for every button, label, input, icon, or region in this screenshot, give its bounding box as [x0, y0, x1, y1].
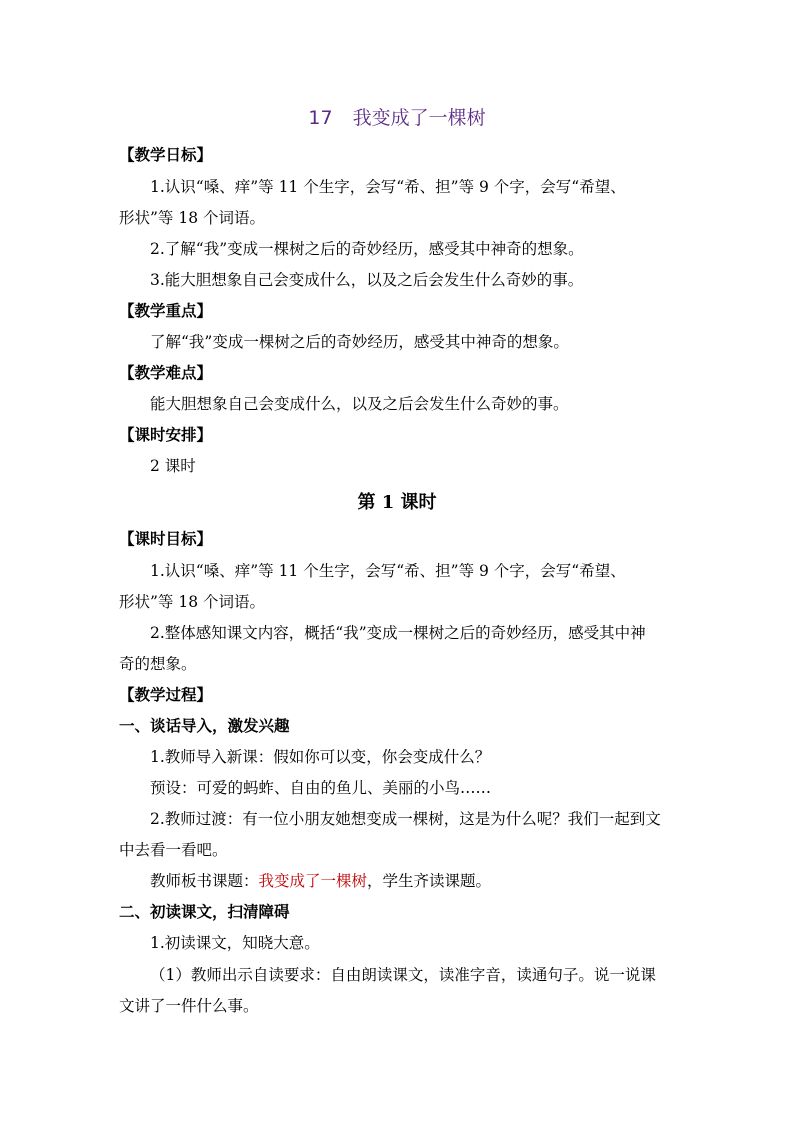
- goal-3: 3.能大胆想象自己会变成什么，以及之后会发生什么奇妙的事。: [150, 271, 584, 289]
- part-2-heading: 二、初读课文，扫清障碍: [119, 902, 290, 921]
- objective-2-line-2: 奇的想象。: [119, 655, 197, 673]
- board-title: 我变成了一棵树: [258, 872, 368, 890]
- objective-2-line-1: 2.整体感知课文内容，概括“我”变成一棵树之后的奇妙经历，感受其中神: [150, 624, 646, 642]
- part-1-board-line: [150, 870, 710, 892]
- board-prefix: 教师板书课题：: [150, 872, 259, 890]
- lesson-1-heading: 第 1 课时: [357, 492, 437, 513]
- goals-heading: 【教学日标】: [119, 145, 213, 164]
- difficulty-heading: 【教学难点】: [119, 363, 213, 382]
- part-1-preset: 预设：可爱的蚂蚱、自由的鱼儿、美丽的小鸟……: [150, 779, 492, 797]
- objective-1-line-2: 形状”等 18 个词语。: [119, 593, 266, 611]
- part-2-step-1: 1.初读课文，知晓大意。: [150, 934, 320, 952]
- goal-1-line-1: 1.认识“嗓、痒”等 11 个生字，会写“希、担”等 9 个字，会写“希望、: [150, 178, 626, 196]
- lesson-title: 我变成了一棵树: [352, 107, 486, 129]
- part-2-sub-1-line-2: 文讲了一件什么事。: [119, 997, 259, 1015]
- part-1-step-2-line-1: 2.教师过渡：有一位小朋友她想变成一棵树，这是为什么呢？我们一起到文: [150, 810, 661, 828]
- goal-1-line-2: 形状”等 18 个词语。: [119, 209, 266, 227]
- process-heading: 【教学过程】: [119, 685, 213, 704]
- page-title: [0, 105, 794, 131]
- schedule-text: 2 课时: [150, 457, 196, 475]
- part-1-step-1: 1.教师导入新课：假如你可以变，你会变成什么？: [150, 748, 491, 766]
- lesson-number: 17: [308, 107, 333, 129]
- part-1-heading: 一、谈话导入，激发兴趣: [119, 716, 290, 735]
- part-2-sub-1-line-1: （1）教师出示自读要求：自由朗读课文，读准字音，读通句子。说一说课: [150, 966, 656, 984]
- board-suffix: ，学生齐读课题。: [367, 872, 492, 890]
- objective-1-line-1: 1.认识“嗓、痒”等 11 个生字，会写“希、担”等 9 个字，会写“希望、: [150, 562, 626, 580]
- schedule-heading: 【课时安排】: [119, 425, 213, 444]
- key-points-text: 了解“我”变成一棵树之后的奇妙经历，感受其中神奇的想象。: [150, 333, 569, 351]
- key-points-heading: 【教学重点】: [119, 301, 213, 320]
- difficulty-text: 能大胆想象自己会变成什么，以及之后会发生什么奇妙的事。: [150, 395, 569, 413]
- objectives-heading: 【课时目标】: [119, 529, 213, 548]
- goal-2: 2.了解“我”变成一棵树之后的奇妙经历，感受其中神奇的想象。: [150, 240, 584, 258]
- part-1-step-2-line-2: 中去看一看吧。: [119, 841, 228, 859]
